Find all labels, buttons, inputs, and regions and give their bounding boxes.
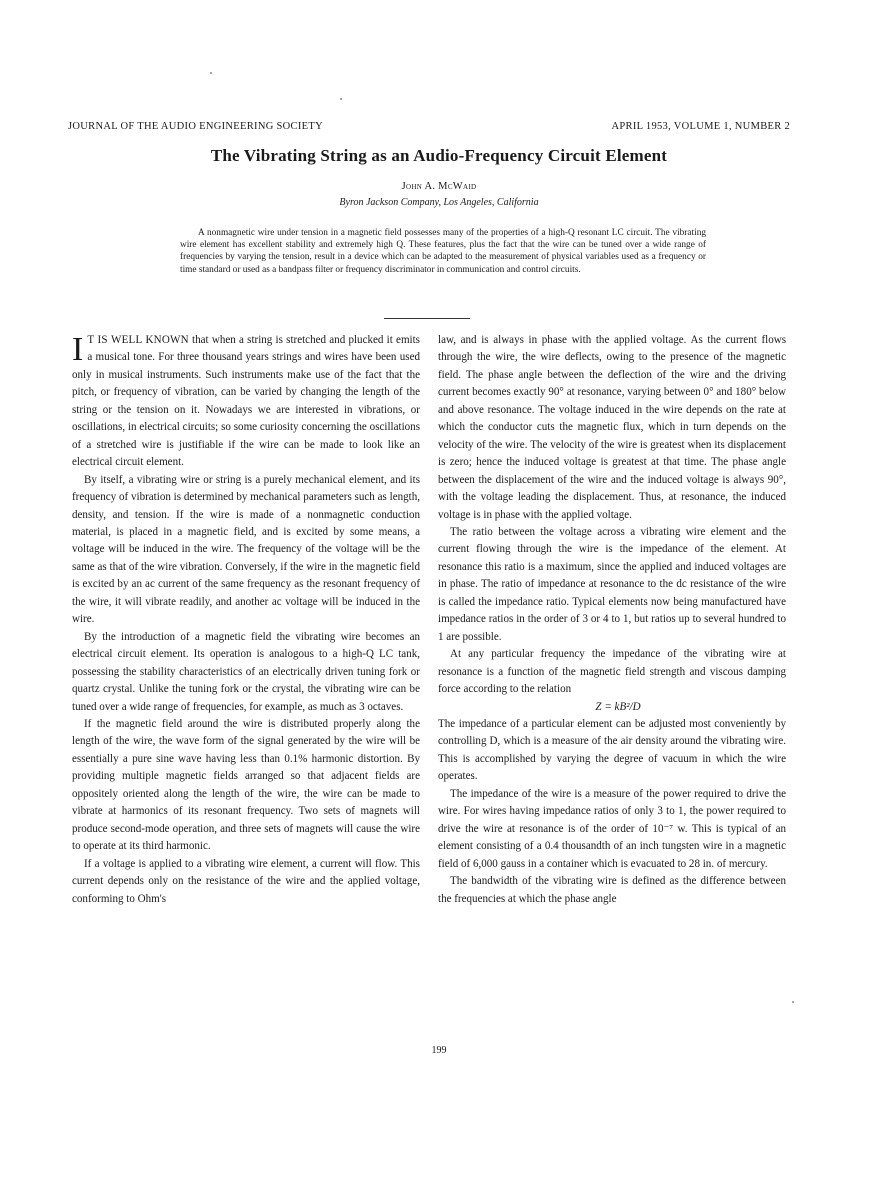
right-column: [438, 332, 786, 908]
paragraph: [72, 332, 420, 472]
paragraph: The impedance of a particular element can be adjusted most conveniently by controlling D, which is a measure of the air density around the vibrating wire. This is accomplished by varying the degree of vacuum in which the wire operates.: [438, 717, 786, 783]
lead-in: T IS WELL KNOWN: [87, 334, 189, 346]
running-head: [68, 121, 790, 132]
paragraph: If a voltage is applied to a vibrating wire element, a current will flow. This current depends only on the resistance of the wire and the applied voltage, conforming to Ohm's: [72, 857, 420, 905]
scan-speck: [340, 98, 342, 100]
article-title: The Vibrating String as an Audio-Frequency Circuit Element: [210, 146, 668, 165]
paragraph: By the introduction of a magnetic field the vibrating wire becomes an electrical circuit element. Its operation is analogous to a high-Q LC tank, possessing the stability characteristics of an electrically driven tuning fork or quartz crystal. Unlike the tuning fork or the crystal, the vibrating wire can be tuned over a wide range of frequencies, for example, as much as 3 octaves.: [72, 630, 420, 713]
equation: Z = kB²/D: [595, 700, 641, 713]
scan-speck: [210, 72, 212, 74]
left-column: [72, 332, 420, 908]
paragraph: The impedance of the wire is a measure of the power required to drive the wire. For wires having impedance ratios of only 3 to 1, the power required to drive the wire at resonance is of the order of 10⁻⁷ w. This is typical of an element consisting of a 0.4 thousandth of an inch tungsten wire in a magnetic field of 6,000 gauss in a container which is evacuated to 28 in. of mercury.: [438, 787, 786, 870]
scan-speck: [792, 1001, 794, 1003]
paragraph: The bandwidth of the vibrating wire is defined as the difference between the frequencies at which the phase angle: [438, 875, 786, 905]
author-affiliation: Byron Jackson Company, Los Angeles, California: [339, 197, 539, 208]
article-author: John A. McWaid: [401, 181, 477, 192]
drop-cap: I: [72, 331, 84, 368]
issue-info: APRIL 1953, VOLUME 1, NUMBER 2: [611, 121, 790, 132]
paragraph: If the magnetic field around the wire is distributed properly along the length of the wire, the wave form of the signal generated by the wire will be essentially a pure sine wave having less than 0.1% harmonic distortion. By providing multiple magnetic fields arranged so that adjacent fields are oppositely oriented along the length of the wire, the wire can be made to vibrate at harmonics of its resonant frequency. Two sets of magnets will produce second-mode operation, and three sets of magnets will cause the wire to operate at its third harmonic.: [72, 717, 420, 853]
abstract: A nonmagnetic wire under tension in a magnetic field possesses many of the properties of a high-Q resonant LC circuit. The vibrating wire element has excellent stability and extremely high Q. These features, plus the fact that the wire can be tuned over a wide range of frequencies by varying the tension, result in a device which can be adapted to the measurement of physical variables used as a frequency or time standard or used as a bandpass filter or frequency discriminator in communication and control circuits.: [180, 228, 706, 275]
journal-name: JOURNAL OF THE AUDIO ENGINEERING SOCIETY: [68, 121, 323, 132]
paragraph: By itself, a vibrating wire or string is a purely mechanical element, and its frequency of vibration is determined by mechanical parameters such as length, density, and tension. If the wire is made of a nonmagnetic conduction material, is placed in a magnetic field, and is excited by some means, a voltage will be induced in the wire. The frequency of the voltage will be the same as that of the wire vibration. Conversely, if the wire in the magnetic field is excited by an ac current of the same frequency as the resonant frequency of the wire, it will vibrate readily, and another ac voltage will be induced in the wire.: [72, 473, 420, 626]
paragraph: At any particular frequency the impedance of the vibrating wire at resonance is a function of the magnetic field strength and viscous damping force according to the relation: [438, 648, 786, 696]
paragraph: law, and is always in phase with the applied voltage. As the current flows through the wire, the wire deflects, owing to the presence of the magnetic field. The phase angle between the deflection of the wire and the driving current becomes exactly 90° at resonance, varying between 0° and 180° below and above resonance. The voltage induced in the wire depends on the rate at which the conductor cuts the magnetic flux, which in turn depends on the velocity of the wire. The velocity of the wire is greatest when its displacement is zero; hence the induced voltage is greatest at that time. The phase angle between the displacement of the wire and the induced voltage is always 90°, with the voltage leading the displacement. Thus, at resonance, the induced voltage is in phase with the applied voltage.: [438, 334, 786, 521]
section-rule: [384, 318, 470, 319]
paragraph: The ratio between the voltage across a vibrating wire element and the current flowing through the wire is the impedance of the element. At resonance this ratio is a maximum, since the applied and induced voltages are in phase. The ratio of impedance at resonance to the dc resistance of the wire is called the impedance ratio. Typical elements now being manufactured have impedance ratios in the order of 3 or 4 to 1, but ratios up to several hundred to 1 are possible.: [438, 525, 786, 643]
paragraph-text: that when a string is stretched and plucked it emits a musical tone. For three thousand years strings and wires have been used only in musical instruments. Such instruments make use of the fact that the pitch, or frequency of vibration, can be varied by changing the length of the string or the tension on it. Nowadays we are interested in vibrations, or oscillations, in electrical circuits; so some curiosity concerning the oscillations of a stretched wire is justifiable if the wire can be made to look like an electrical circuit element.: [72, 334, 420, 469]
page-number: 199: [431, 1045, 447, 1056]
